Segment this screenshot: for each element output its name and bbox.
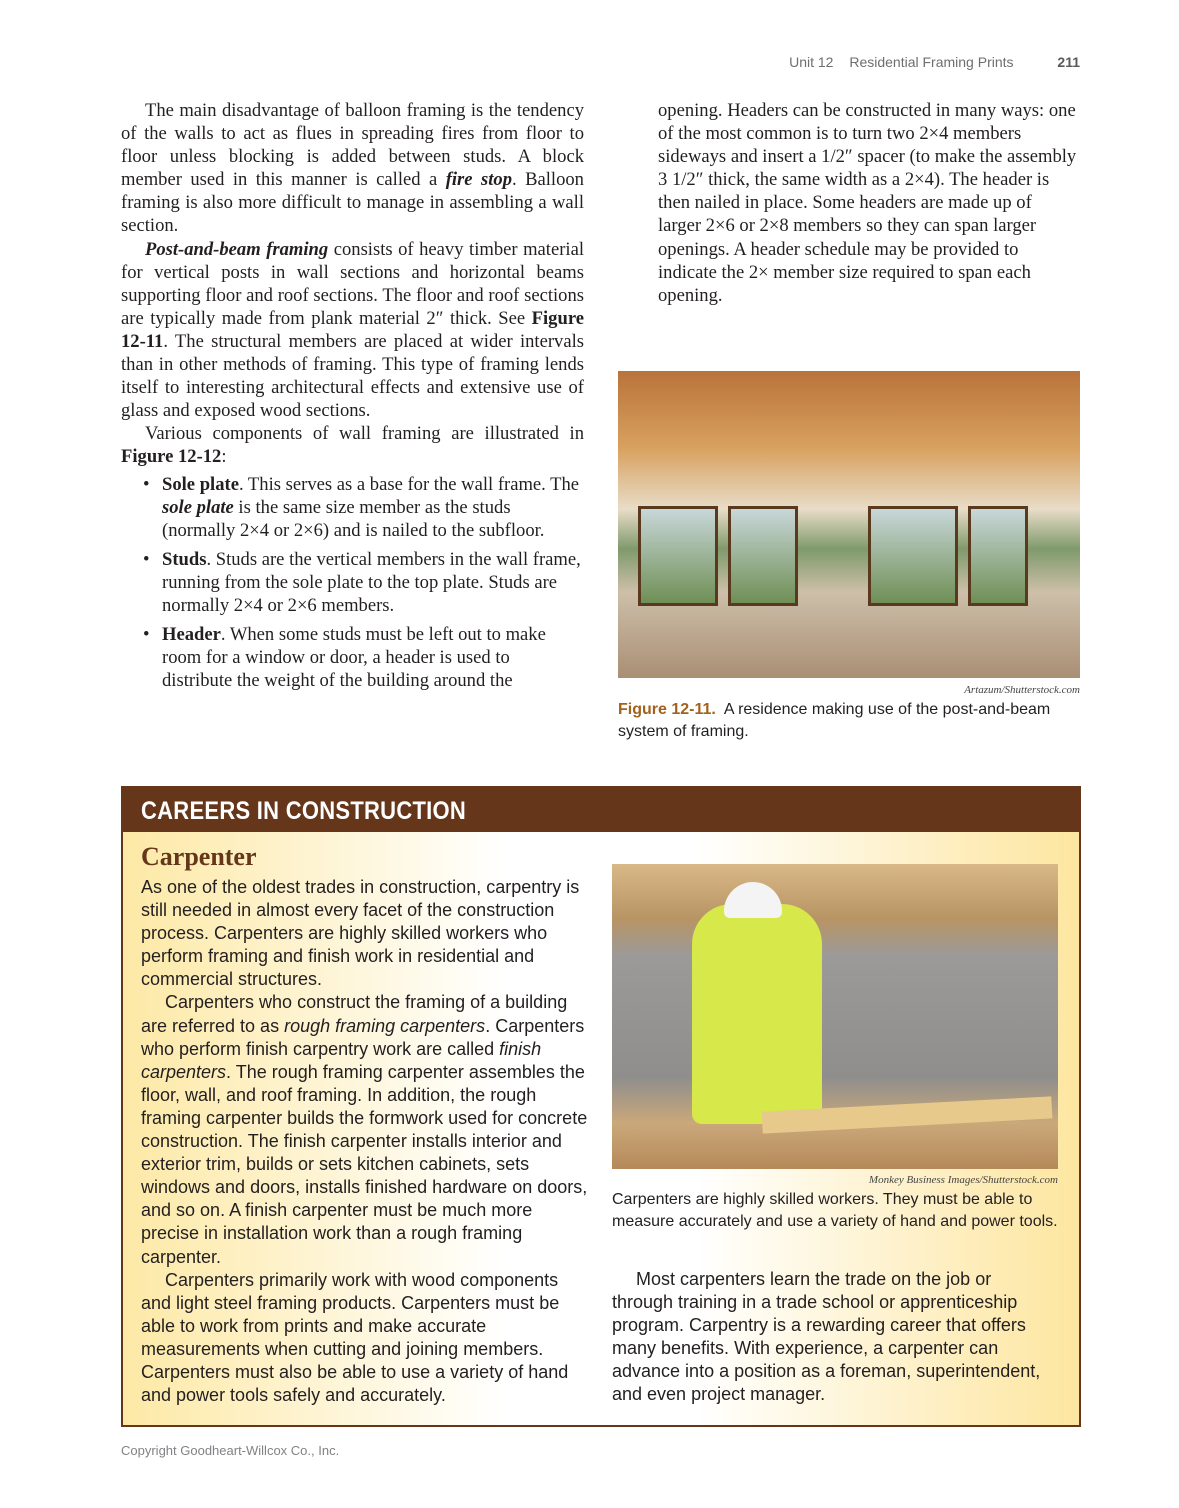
- left-column: [121, 99, 584, 698]
- photo-carpenter-measuring: [612, 864, 1058, 1169]
- bullet-icon: •: [143, 473, 150, 495]
- term-fire-stop: fire stop: [445, 169, 512, 191]
- paragraph: Carpenters primarily work with wood components and light steel framing products. Carpenters must be able to work from prints and make accurate measurements when cutting and joining members. Carpenters must also be able to use a variety of hand and power tools safely and accurately.: [141, 1269, 569, 1406]
- text: consists of heavy timber material for vertical posts in wall sections and horizontal beams supporting floor and roof sections. The floor and roof sections are typically made from plank material 2″ thick. See: [121, 238, 584, 329]
- paragraph: [141, 991, 593, 1268]
- term: Sole plate: [162, 473, 239, 495]
- paragraph-post-and-beam: [121, 238, 584, 423]
- careers-box: [121, 786, 1081, 1427]
- figure-ref[interactable]: Figure 12-12: [121, 446, 222, 468]
- term: Studs: [162, 548, 207, 570]
- list-item: [121, 473, 584, 542]
- list-item: [121, 623, 584, 692]
- window: [638, 506, 718, 606]
- text: . Studs are the vertical members in the wall frame, running from the sole plate to the top plate. Studs are normally 2×4 or 2×6 members.: [162, 548, 581, 616]
- heading-text: CAREERS IN CONSTRUCTION: [141, 797, 467, 825]
- chapter-title: Residential Framing Prints: [849, 54, 1014, 70]
- careers-left-column: [141, 876, 593, 1407]
- list-item: [121, 548, 584, 617]
- hard-hat: [724, 882, 782, 918]
- term: finish carpenters: [141, 1038, 542, 1082]
- paragraph-components: [121, 422, 584, 468]
- photo-credit: Monkey Business Images/Shutterstock.com: [868, 1174, 1058, 1186]
- text: Various components of wall framing are illustrated in: [145, 423, 584, 445]
- text: . Carpenters who perform finish carpentry work are called: [141, 1015, 585, 1059]
- bullet-icon: •: [143, 624, 150, 646]
- photo-caption: Carpenters are highly skilled workers. They must be able to measure accurately and use a variety of hand and power tools.: [612, 1191, 1058, 1230]
- text: . The structural members are placed at wider intervals than in other methods of framing. This type of framing lends itself to interesting architectural effects and extensive use of glass and exposed wood sections.: [121, 330, 584, 422]
- careers-right-column: [612, 1268, 1052, 1407]
- worker-vest: [692, 904, 822, 1124]
- unit-label: Unit 12: [789, 54, 834, 70]
- window: [868, 506, 958, 606]
- careers-heading: [123, 788, 1079, 832]
- window: [728, 506, 798, 606]
- term-sole-plate: sole plate: [162, 496, 234, 518]
- copyright: Copyright Goodheart-Willcox Co., Inc.: [121, 1443, 340, 1458]
- text: Carpenters who construct the framing of a building are referred to as: [141, 992, 568, 1036]
- figure-caption: [618, 699, 1058, 742]
- text: The main disadvantage of balloon framing is the tendency of the walls to act as flues in spreading fires from floor to floor unless blocking is added between studs. A block member used in this manner is called a: [121, 100, 584, 191]
- running-header: [789, 54, 1080, 70]
- text: . Balloon framing is also more difficult to manage in assembling a wall section.: [121, 169, 584, 237]
- term: rough framing carpenters: [284, 1015, 486, 1036]
- photo-post-and-beam-residence: [618, 371, 1080, 678]
- text: is the same size member as the studs (normally 2×4 or 2×6) and is nailed to the subfloor.: [162, 496, 545, 541]
- term-post-and-beam: Post-and-beam framing: [145, 238, 329, 260]
- page-number: 211: [1057, 54, 1080, 70]
- career-title: Carpenter: [141, 842, 257, 871]
- paragraph: Most carpenters learn the trade on the job or through training in a trade school or apprenticeship program. Carpentry is a rewarding career that offers many benefits. With experience, a carpenter can advance into a position as a foreman, superintendent, and even project manager.: [612, 1269, 1041, 1405]
- text: . The rough framing carpenter assembles the floor, wall, and roof framing. In addition, the rough framing carpenter builds the formwork used for concrete construction. The finish carpenter installs interior and exterior trim, builds or sets kitchen cabinets, sets windows and doors, installs finished hardware on doors, and so on. A finish carpenter must be much more precise in installation work than a rough framing carpenter.: [141, 1061, 588, 1267]
- photo-credit: Artazum/Shutterstock.com: [964, 684, 1080, 696]
- figure-label: Figure 12-11.: [618, 701, 716, 718]
- figure-ref[interactable]: Figure 12-11: [121, 307, 584, 352]
- caption-text: A residence making use of the post-and-beam system of framing.: [618, 701, 1051, 740]
- component-list: [121, 473, 584, 693]
- term: Header: [162, 624, 221, 646]
- text: :: [221, 446, 227, 468]
- text: . This serves as a base for the wall frame. The: [238, 473, 580, 495]
- right-column: [658, 99, 1078, 307]
- bullet-icon: •: [143, 548, 150, 570]
- window: [968, 506, 1028, 606]
- paragraph: As one of the oldest trades in construction, carpentry is still needed in almost every facet of the construction process. Carpenters are highly skilled workers who perform framing and finish work in residential and commercial structures.: [141, 877, 580, 990]
- paragraph-balloon-framing: [121, 99, 584, 238]
- paragraph-headers: opening. Headers can be constructed in many ways: one of the most common is to turn two 2×4 members sideways and insert a 1/2″ spacer (to make the assembly 3 1/2″ thick, the same width as a 2×4). The header is then nailed in place. Some headers are made up of larger 2×6 or 2×8 members so they can span larger openings. A header schedule may be provided to indicate the 2× member size required to span each opening.: [658, 100, 1077, 306]
- text: . When some studs must be left out to make room for a window or door, a header is used to distribute the weight of the building around the: [162, 624, 546, 692]
